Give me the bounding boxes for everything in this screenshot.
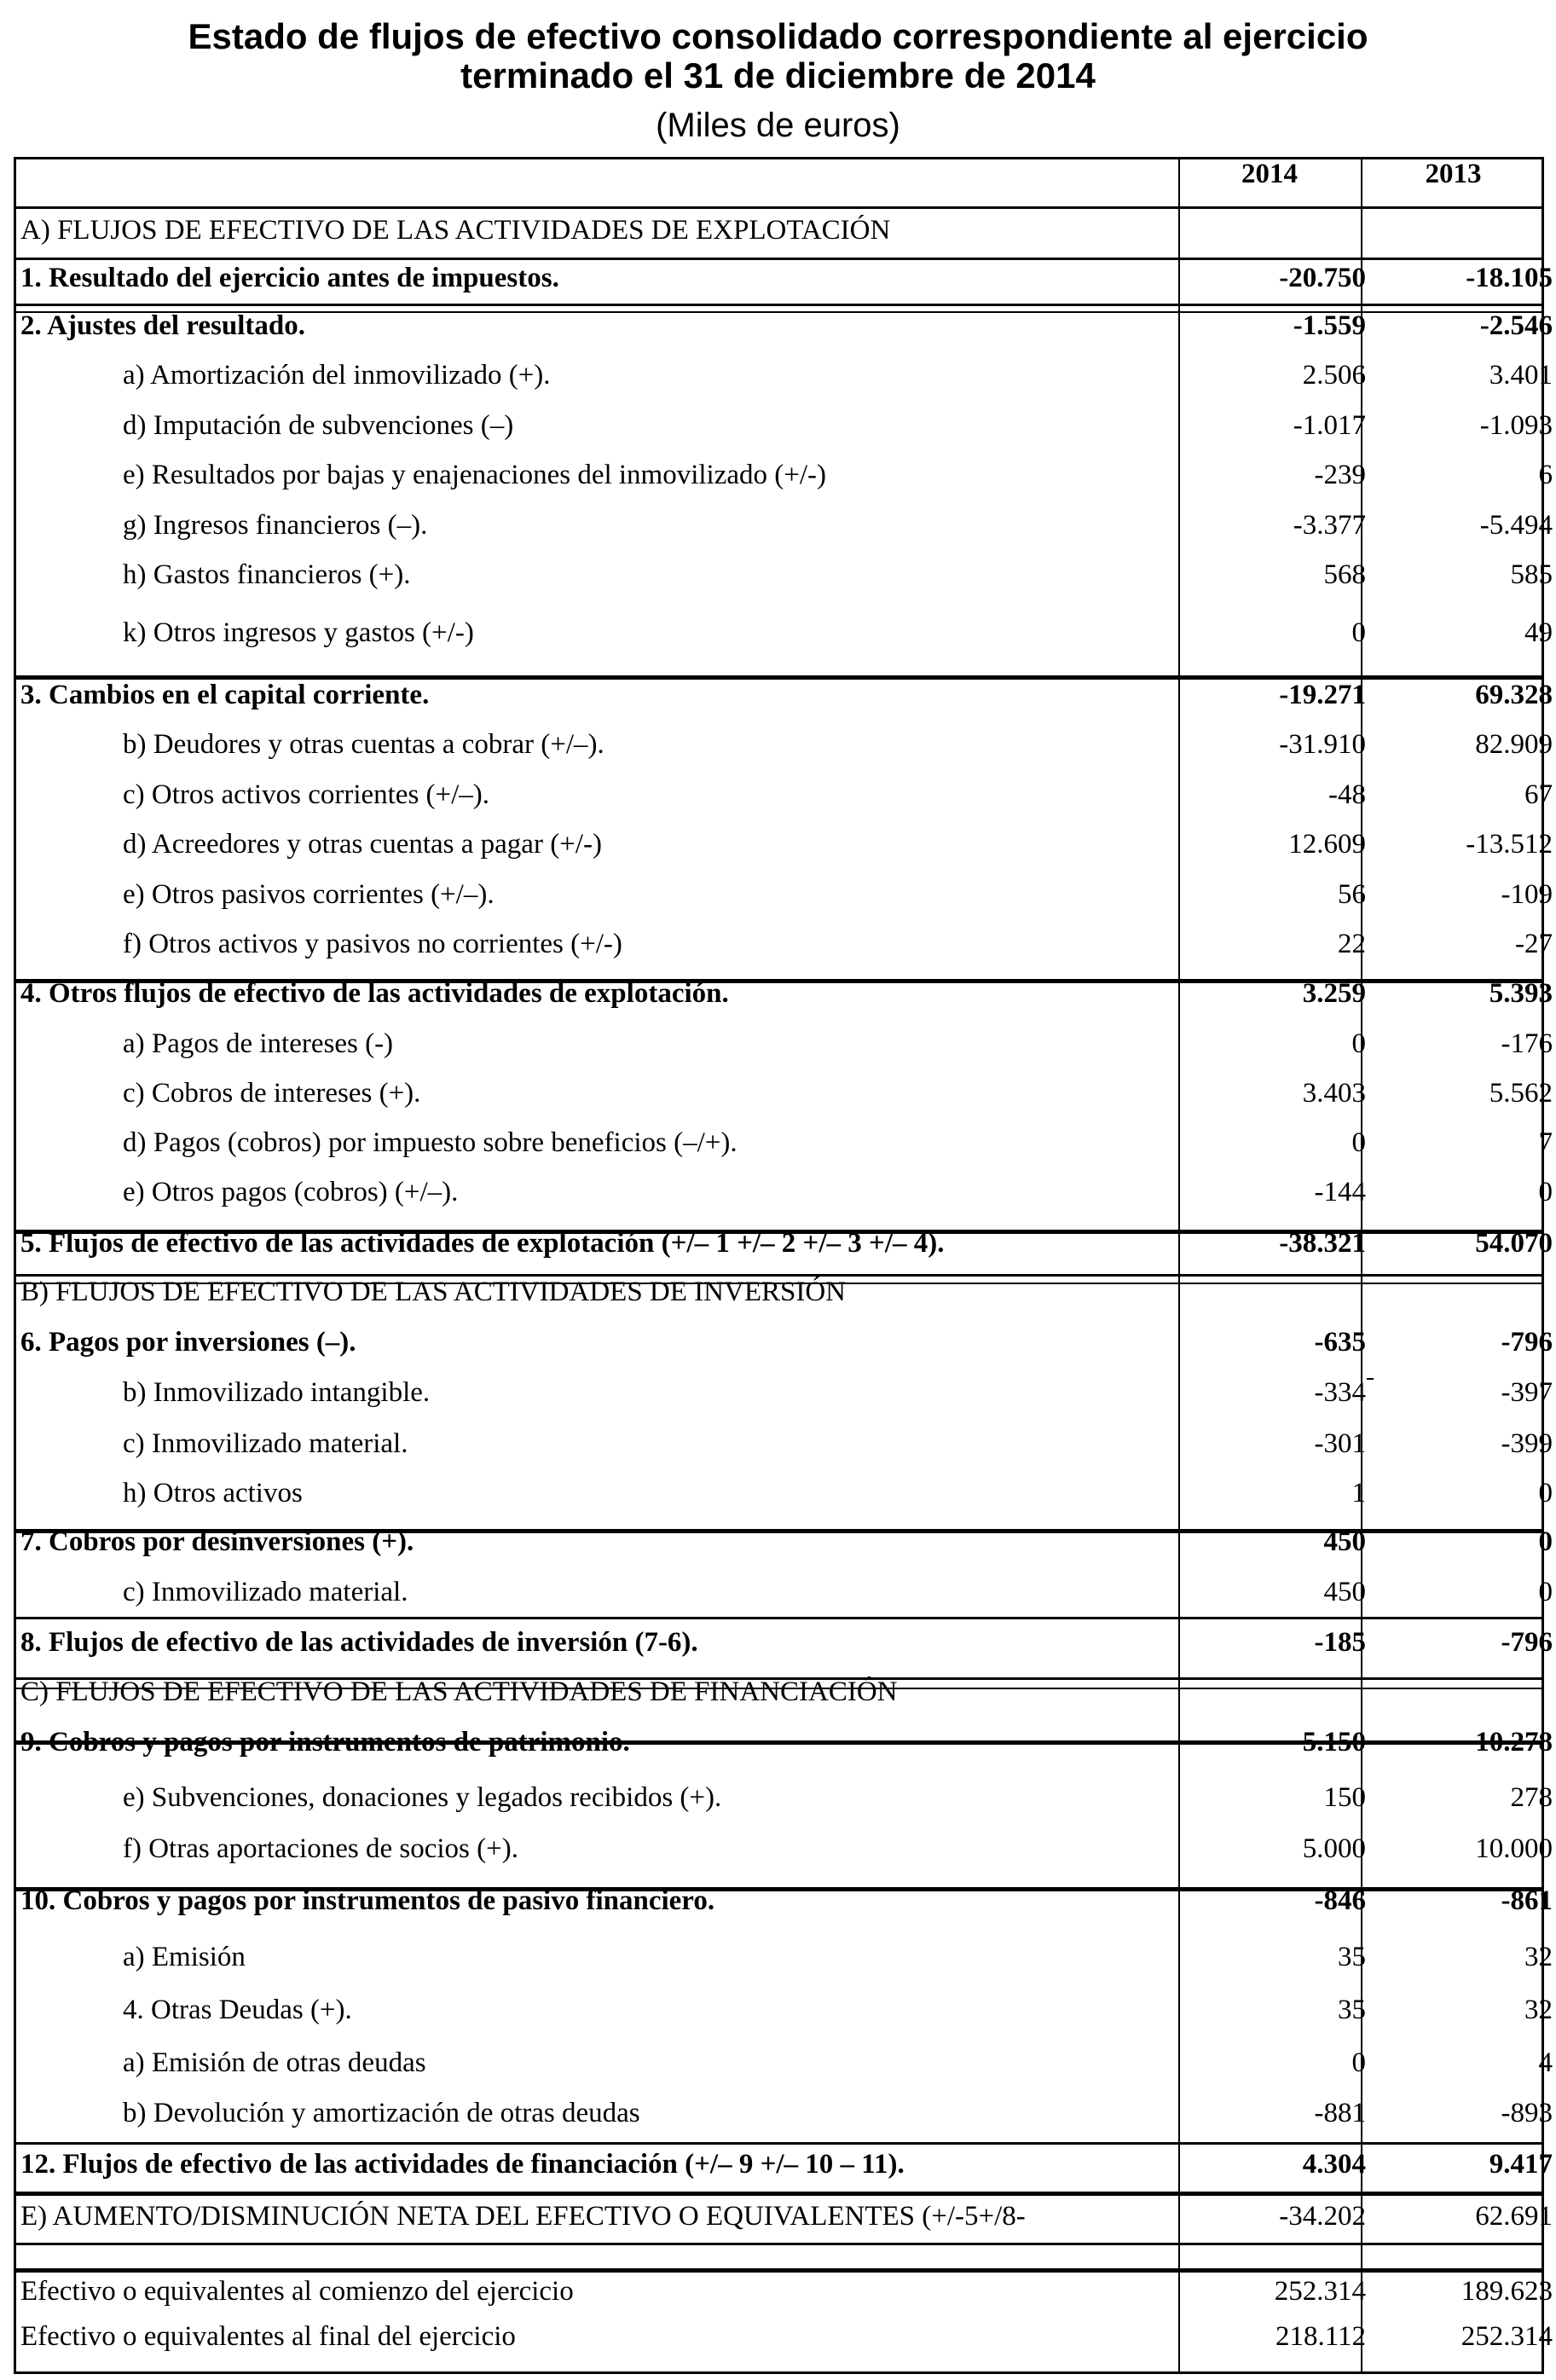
- value-2014: 5.150: [1302, 1727, 1366, 1757]
- value-2013: -399: [1501, 1428, 1553, 1459]
- value-2013: -109: [1501, 879, 1553, 910]
- row-label: c) Inmovilizado material.: [123, 1428, 408, 1459]
- value-2014: -3.377: [1293, 510, 1366, 541]
- value-2013: 0: [1538, 1177, 1553, 1207]
- value-2013: -5.494: [1479, 510, 1553, 541]
- value-2013: 278: [1510, 1782, 1553, 1813]
- value-2013: 189.623: [1461, 2276, 1553, 2307]
- row-label: e) Subvenciones, donaciones y legados recibidos (+).: [123, 1782, 722, 1813]
- value-2014: -20.750: [1279, 263, 1366, 293]
- column-header-2014: 2014: [1241, 159, 1298, 189]
- row-label: f) Otros activos y pasivos no corrientes (+/-): [123, 929, 622, 959]
- row-label: d) Pagos (cobros) por impuesto sobre beneficios (–/+).: [123, 1127, 738, 1158]
- row-label: a) Emisión: [123, 1942, 246, 1972]
- value-2014: 35: [1338, 1942, 1366, 1972]
- row-label: k) Otros ingresos y gastos (+/-): [123, 617, 474, 648]
- value-2014: -31.910: [1279, 729, 1366, 760]
- value-2014: -239: [1314, 460, 1366, 490]
- value-2014: -34.202: [1279, 2201, 1366, 2232]
- row-label: 5. Flujos de efectivo de las actividades de explotación (+/– 1 +/– 2 +/– 3 +/– 4).: [20, 1228, 945, 1259]
- row-label: 3. Cambios en el capital corriente.: [20, 680, 430, 710]
- value-2013: -176: [1501, 1028, 1553, 1059]
- value-2014: 0: [1351, 1127, 1366, 1158]
- row-label: B) FLUJOS DE EFECTIVO DE LAS ACTIVIDADES DE INVERSIÓN: [20, 1277, 846, 1307]
- row-label: 7. Cobros por desinversiones (+).: [20, 1526, 414, 1557]
- value-2014: 450: [1323, 1526, 1366, 1557]
- row-label: 4. Otros flujos de efectivo de las actividades de explotación.: [20, 978, 729, 1009]
- value-2013: 252.314: [1461, 2321, 1553, 2352]
- row-label: 1. Resultado del ejercicio antes de impuestos.: [20, 263, 559, 293]
- value-2013: 5.393: [1489, 978, 1553, 1009]
- row-label: 2. Ajustes del resultado.: [20, 310, 305, 341]
- row-label: b) Devolución y amortización de otras deudas: [123, 2098, 640, 2128]
- row-label: b) Deudores y otras cuentas a cobrar (+/–).: [123, 729, 604, 760]
- row-label: c) Otros activos corrientes (+/–).: [123, 779, 490, 810]
- value-2013: -397: [1501, 1377, 1553, 1408]
- row-label: c) Cobros de intereses (+).: [123, 1078, 421, 1109]
- value-2014: -19.271: [1279, 680, 1366, 710]
- value-2013: 0: [1538, 1478, 1553, 1508]
- row-label: C) FLUJOS DE EFECTIVO DE LAS ACTIVIDADES DE FINANCIACIÓN: [20, 1676, 898, 1707]
- value-2014: -846: [1314, 1885, 1366, 1916]
- row-label: 10. Cobros y pagos por instrumentos de pasivo financiero.: [20, 1885, 715, 1916]
- value-2013: -13.512: [1466, 829, 1553, 860]
- value-2013: 82.909: [1475, 729, 1553, 760]
- report-units: (Miles de euros): [656, 107, 900, 144]
- value-2013: 32: [1524, 1995, 1553, 2025]
- row-label: a) Amortización del inmovilizado (+).: [123, 360, 551, 391]
- value-2014: -635: [1314, 1327, 1366, 1358]
- horizontal-rule: [14, 2268, 1544, 2273]
- value-2013: 9.417: [1489, 2149, 1553, 2180]
- value-2014: 56: [1338, 879, 1366, 910]
- row-label: a) Emisión de otras deudas: [123, 2047, 426, 2078]
- horizontal-rule: [14, 2243, 1544, 2245]
- value-2013: -18.105: [1466, 263, 1553, 293]
- value-2014: 4.304: [1302, 2149, 1366, 2180]
- stray-mark: [1367, 1378, 1374, 1380]
- row-label: h) Otros activos: [123, 1478, 303, 1508]
- value-2014: -185: [1314, 1627, 1366, 1658]
- value-2014: 12.609: [1288, 829, 1366, 860]
- row-label: g) Ingresos financieros (–).: [123, 510, 428, 541]
- value-2013: 0: [1538, 1577, 1553, 1607]
- value-2013: 62.691: [1475, 2201, 1553, 2232]
- value-2014: 568: [1323, 559, 1366, 590]
- row-label: e) Resultados por bajas y enajenaciones del inmovilizado (+/-): [123, 460, 827, 490]
- value-2014: 218.112: [1275, 2321, 1366, 2352]
- value-2014: -301: [1314, 1428, 1366, 1459]
- value-2013: 10.000: [1475, 1833, 1553, 1864]
- row-label: e) Otros pasivos corrientes (+/–).: [123, 879, 495, 910]
- row-label: d) Acreedores y otras cuentas a pagar (+/-): [123, 829, 602, 860]
- value-2014: 0: [1351, 1028, 1366, 1059]
- row-label: 12. Flujos de efectivo de las actividades de financiación (+/– 9 +/– 10 – 11).: [20, 2149, 905, 2180]
- value-2013: 69.328: [1475, 680, 1553, 710]
- value-2013: -2.546: [1479, 310, 1553, 341]
- value-2014: 252.314: [1274, 2276, 1366, 2307]
- value-2014: 0: [1351, 617, 1366, 648]
- value-2013: 3.401: [1489, 360, 1553, 391]
- value-2013: -861: [1501, 1885, 1553, 1916]
- value-2013: 4: [1538, 2047, 1553, 2078]
- report-title-line-1: Estado de flujos de efectivo consolidado correspondiente al ejercicio: [188, 16, 1368, 56]
- value-2014: -144: [1314, 1177, 1366, 1207]
- value-2014: 35: [1338, 1995, 1366, 2025]
- value-2014: 1: [1351, 1478, 1366, 1508]
- value-2013: 54.070: [1475, 1228, 1553, 1259]
- value-2014: -334: [1314, 1377, 1366, 1408]
- value-2013: -893: [1501, 2098, 1553, 2128]
- row-label: Efectivo o equivalentes al final del ejercicio: [20, 2321, 516, 2352]
- horizontal-rule: [14, 2142, 1544, 2145]
- value-2013: 6: [1538, 460, 1553, 490]
- value-2013: -1.093: [1479, 410, 1553, 441]
- value-2013: -796: [1501, 1327, 1553, 1358]
- value-2014: 3.259: [1302, 978, 1366, 1009]
- horizontal-rule: [14, 2192, 1544, 2196]
- row-label: f) Otras aportaciones de socios (+).: [123, 1833, 518, 1864]
- value-2014: -38.321: [1279, 1228, 1366, 1259]
- value-2013: 49: [1524, 617, 1553, 648]
- value-2013: 67: [1524, 779, 1553, 810]
- value-2014: 2.506: [1302, 360, 1366, 391]
- value-2013: 32: [1524, 1942, 1553, 1972]
- report-title-line-2: terminado el 31 de diciembre de 2014: [460, 55, 1096, 96]
- row-label: A) FLUJOS DE EFECTIVO DE LAS ACTIVIDADES DE EXPLOTACIÓN: [20, 215, 891, 246]
- value-2014: -1.017: [1293, 410, 1366, 441]
- row-label: E) AUMENTO/DISMINUCIÓN NETA DEL EFECTIVO O EQUIVALENTES (+/-5+/8-: [20, 2201, 1026, 2232]
- row-label: d) Imputación de subvenciones (–): [123, 410, 514, 441]
- value-2014: -1.559: [1293, 310, 1366, 341]
- horizontal-rule: [14, 258, 1544, 260]
- value-2014: 0: [1351, 2047, 1366, 2078]
- value-2013: 0: [1538, 1526, 1553, 1557]
- value-2014: 5.000: [1302, 1833, 1366, 1864]
- horizontal-rule: [14, 1617, 1544, 1619]
- value-2013: 585: [1510, 559, 1553, 590]
- column-header-2013: 2013: [1425, 159, 1482, 189]
- row-label: h) Gastos financieros (+).: [123, 559, 411, 590]
- value-2013: 7: [1538, 1127, 1553, 1158]
- horizontal-rule: [14, 304, 1544, 306]
- value-2014: 22: [1338, 929, 1366, 959]
- value-2014: -881: [1314, 2098, 1366, 2128]
- row-label: 4. Otras Deudas (+).: [123, 1995, 352, 2025]
- row-label: 8. Flujos de efectivo de las actividades de inversión (7-6).: [20, 1627, 698, 1658]
- row-label: Efectivo o equivalentes al comienzo del ejercicio: [20, 2276, 574, 2307]
- row-label: e) Otros pagos (cobros) (+/–).: [123, 1177, 459, 1207]
- value-2014: 150: [1323, 1782, 1366, 1813]
- row-label: b) Inmovilizado intangible.: [123, 1377, 431, 1408]
- row-label: c) Inmovilizado material.: [123, 1577, 408, 1607]
- value-2013: 5.562: [1489, 1078, 1553, 1109]
- row-label: 9. Cobros y pagos por instrumentos de patrimonio.: [20, 1727, 630, 1757]
- value-2014: -48: [1328, 779, 1366, 810]
- horizontal-rule: [14, 206, 1544, 209]
- row-label: 6. Pagos por inversiones (–).: [20, 1327, 356, 1358]
- value-2014: 450: [1323, 1577, 1366, 1607]
- value-2013: 10.278: [1475, 1727, 1553, 1757]
- value-2013: -27: [1515, 929, 1553, 959]
- row-label: a) Pagos de intereses (-): [123, 1028, 394, 1059]
- value-2014: 3.403: [1302, 1078, 1366, 1109]
- value-2013: -796: [1501, 1627, 1553, 1658]
